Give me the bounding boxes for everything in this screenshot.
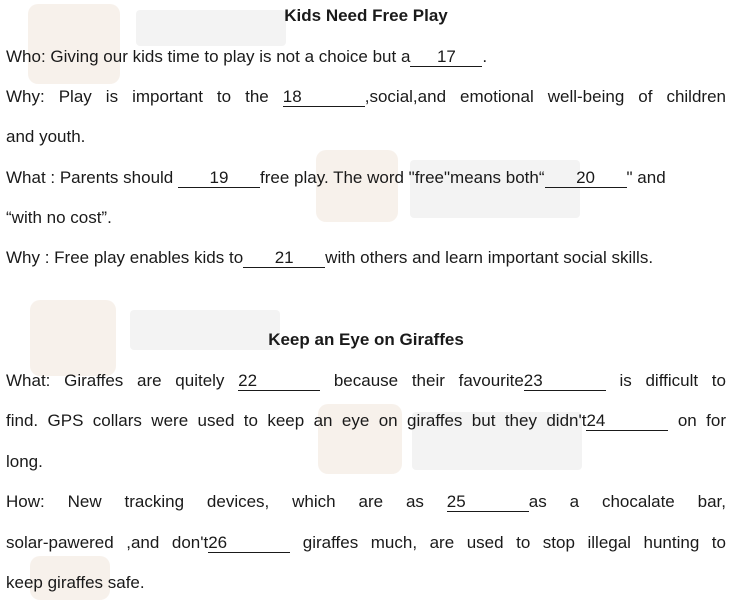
section1-title: Kids Need Free Play [284, 6, 448, 25]
what-line-cont: “with no cost”. [6, 208, 112, 227]
why2-text: Why : Free play enables kids to [6, 248, 244, 267]
why2-text-after: with others and learn important social skills. [325, 248, 654, 267]
giraffe-what-line3: long. [6, 452, 43, 471]
giraffe-how2-end: giraffes much, are used to stop illegal hunting to [302, 533, 726, 552]
why1-text: Why: Play is important to the [6, 87, 269, 106]
giraffe-how-text: How: New tracking devices, which are as [6, 492, 424, 511]
blank-18[interactable]: 18 [283, 88, 365, 107]
giraffe-what2-text: find. GPS collars were used to keep an eye on giraffes but they didn't [6, 411, 587, 430]
what-text: What : Parents should [6, 168, 174, 187]
blank-19[interactable]: 19 [178, 169, 260, 188]
why1-line [6, 87, 726, 107]
giraffe-how-line1 [6, 492, 726, 512]
blank-23[interactable]: 23 [524, 372, 606, 391]
giraffe-what-mid: because their favourite [333, 371, 524, 390]
giraffe-what-end: is difficult to [619, 371, 726, 390]
giraffe-what-line1 [6, 371, 726, 391]
blank-22[interactable]: 22 [238, 372, 320, 391]
who-text: Who: Giving our kids time to play is not a choice but a [6, 47, 411, 66]
giraffe-what-text: What: Giraffes are quitely [6, 371, 225, 390]
who-end: . [482, 47, 488, 66]
why2-line [6, 248, 726, 268]
why1-line-cont: and youth. [6, 127, 86, 146]
giraffe-how2-text: solar-pawered ,and don't [6, 533, 209, 552]
blank-24[interactable]: 24 [586, 412, 668, 431]
blank-21[interactable]: 21 [243, 249, 325, 268]
what-line [6, 168, 726, 188]
giraffe-what-line2 [6, 411, 726, 431]
giraffe-how-end: as a chocalate bar, [528, 492, 726, 511]
blank-26[interactable]: 26 [208, 534, 290, 553]
why1-text-after: ,social,and emotional well-being of children [364, 87, 726, 106]
who-line [6, 47, 726, 67]
section2-title: Keep an Eye on Giraffes [268, 330, 464, 349]
what-text-mid: free play. The word "free"means both“ [260, 168, 545, 187]
what-text-end: " and [626, 168, 666, 187]
blank-25[interactable]: 25 [447, 493, 529, 512]
giraffe-how-line3: keep giraffes safe. [6, 573, 145, 592]
giraffe-what2-end: on for [677, 411, 726, 430]
blank-20[interactable]: 20 [545, 169, 627, 188]
blank-17[interactable]: 17 [410, 48, 482, 67]
giraffe-how-line2 [6, 533, 726, 553]
